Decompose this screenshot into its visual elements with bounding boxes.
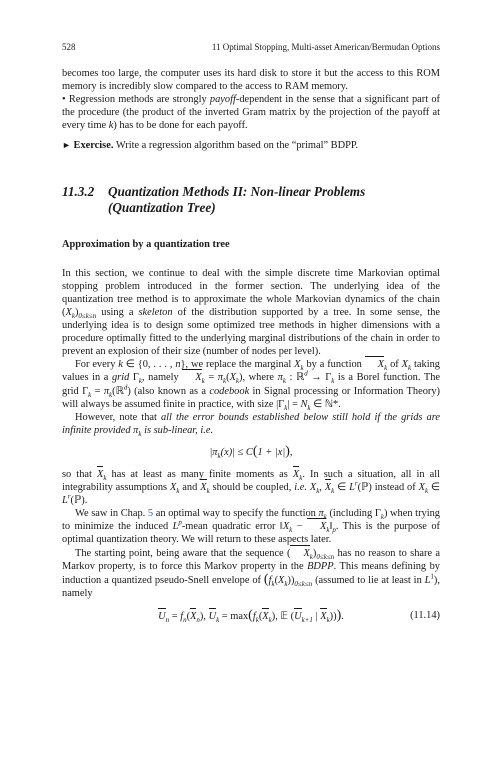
subsection-heading: Approximation by a quantization tree <box>62 238 230 250</box>
equation-number: (11.14) <box>410 609 440 621</box>
chapter-link[interactable]: 5 <box>147 508 154 520</box>
bullet-paragraph: • Regression methods are strongly payoff-dependent in the sense that a significant part of the procedure (the product of the inverted Gram matrix by the projection of the payoff at every time k) has to be done for each payoff. <box>62 94 440 132</box>
equation-sublinear: $|\pi_k(x)| \le C(1 + |x|)$, <box>209 443 293 460</box>
section-heading <box>62 184 440 217</box>
section-number: 11.3.2 <box>62 183 95 199</box>
exercise-label: Exercise. <box>70 140 114 152</box>
paragraph-intro: In this section, we continue to deal with the simple discrete time Markovian optimal stopping problem introduced in the former section. The underlying idea of the quantization tree method is to approximate the whole Markovian dynamics of the chain $(X_k)_{0\le k\le n}$ using a skeleton of the distribution supported by a tree. In some sense, the underlying idea is to design some optimized tree methods in higher dimensions with a procedure optimally fitted to the underlying marginal distributions of the chain in order to prevent an explosion of their size (number of nodes per level). <box>62 267 441 358</box>
paragraph-integrability: so that $X_k$ has at least as many finite moments as $X_k$. In such a situation, all in all integrability assumptions $X_k$ and $X_k$ should be coupled, i.e. $X_k$, $X_k$ ∈ $L^r(ℙ)$ instead of $X_k$ ∈ $L^r(ℙ)$. <box>62 468 440 507</box>
text-body <box>62 67 440 623</box>
paragraph-chapter-ref: We saw in Chap. 5 an optimal way to specify the function $\pi_k$ (including $\Gamma_k$) when trying to minimize the induced $L^p$-mean quadratic error $‖X_k$ − $X_k‖_p$. This is the purpose of optimal quantization theory. We will return to these aspects later. <box>62 508 440 546</box>
running-title: 11 Optimal Stopping, Multi-asset American/Bermudan Options <box>211 42 440 52</box>
section-title: Quantization Methods II: Non-linear Problems (Quantization Tree) <box>108 183 366 216</box>
bullet-marker: • <box>62 94 66 106</box>
page-number: 528 <box>62 42 76 52</box>
exercise-paragraph: ► Exercise. Write a regression algorithm based on the “primal” BDPP. <box>62 140 359 152</box>
paragraph-starting-point: The starting point, being aware that the sequence ( $X_k)_{0\le k\le n}$ has no reason to share a Markov property, is to force this Markov property in the BDPP. This means defining by induction a quantized pseudo-Snell envelope of $(f_k(X_k))_{0\le k\le n}$ (assumed to lie at least in $L^1$), namely <box>62 547 440 599</box>
paragraph-grid: For every k ∈ {0, . . . , n}, we replace the marginal $X_k$ by a function $X_k$ of $X_k$ taking values in a grid $\Gamma_k$, namely $X_k = \pi_k(X_k)$, where $\pi_k$ : ℝ$^d$ → $\Gamma_k$ is a Borel function. The grid $\Gamma_k$ = $\pi_k(ℝ^d)$ (also known as a codebook in Signal processing or Information Theory) will always be assumed finite in practice, with size $|\Gamma_k| = N_k$ ∈ ℕ*. <box>62 359 441 412</box>
triangle-icon: ► <box>62 140 71 151</box>
paragraph-sublinear: However, note that all the error bounds established below still hold if the grids are infinite provided $\pi_k$ is sub-linear, i.e. <box>62 411 440 438</box>
paragraph-continuation: becomes too large, the computer uses its hard disk to store it but the access to this ROM memory is incredibly slow compared to the access to RAM memory. <box>62 68 440 93</box>
equation-11-14: $U_n = f_n(X_n)$, $U_k = \max(f_k(X_k)$, 𝔼 ($U_{k+1}$ | $X_k$))). (11.14) <box>158 607 440 624</box>
